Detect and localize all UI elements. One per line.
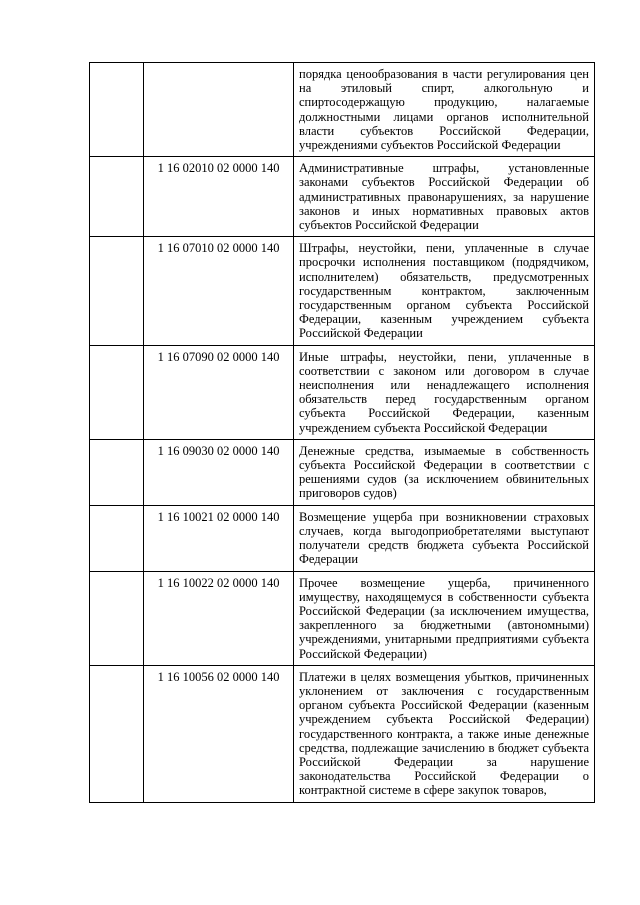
admin-code-cell (90, 157, 144, 237)
table-row (90, 439, 595, 505)
budget-code-cell: 1 16 02010 02 0000 140 (144, 157, 294, 237)
admin-code-cell (90, 345, 144, 439)
description-cell: порядка ценообразования в части регулирования цен на этиловый спирт, алкогольную и спиртосодержащую продукцию, налагаемые должностными лицами органов исполнительной власти субъектов Российской Федерации, учреждениями субъектов Российской Федерации (294, 63, 595, 157)
description-cell: Возмещение ущерба при возникновении страховых случаев, когда выгодоприобретателями выступают получатели средств бюджета субъекта Российской Федерации (294, 505, 595, 571)
description-cell: Прочее возмещение ущерба, причиненного имуществу, находящемуся в собственности субъекта Российской Федерации (за исключением имущества, закрепленного за бюджетными (автономными) учреждениями, унитарными предприятиями субъекта Российской Федерации) (294, 571, 595, 665)
budget-code-cell: 1 16 10022 02 0000 140 (144, 571, 294, 665)
budget-code-cell: 1 16 09030 02 0000 140 (144, 439, 294, 505)
admin-code-cell (90, 665, 144, 802)
table-row (90, 571, 595, 665)
table-row (90, 505, 595, 571)
description-cell: Платежи в целях возмещения убытков, причиненных уклонением от заключения с государственным органом субъекта Российской Федерации (казенным учреждением субъекта Российской Федерации) государственного контракта, а также иные денежные средства, подлежащие зачислению в бюджет субъекта Российской Федерации за нарушение законодательства Российской Федерации о контрактной системе в сфере закупок товаров, (294, 665, 595, 802)
budget-code-cell: 1 16 10021 02 0000 140 (144, 505, 294, 571)
admin-code-cell (90, 439, 144, 505)
budget-classification-table (89, 62, 595, 803)
description-cell: Иные штрафы, неустойки, пени, уплаченные в соответствии с законом или договором в случае неисполнения или ненадлежащего исполнения обязательств перед государственным органом субъекта Российской Федерации, казенным учреждением субъекта Российской Федерации (294, 345, 595, 439)
budget-code-cell: 1 16 10056 02 0000 140 (144, 665, 294, 802)
table-row (90, 157, 595, 237)
budget-code-cell: 1 16 07090 02 0000 140 (144, 345, 294, 439)
description-cell: Штрафы, неустойки, пени, уплаченные в случае просрочки исполнения поставщиком (подрядчиком, исполнителем) обязательств, предусмотренных государственным контрактом, заключенным государственным органом субъекта Российской Федерации, казенным учреждением субъекта Российской Федерации (294, 237, 595, 345)
admin-code-cell (90, 505, 144, 571)
admin-code-cell (90, 237, 144, 345)
description-cell: Денежные средства, изымаемые в собственность субъекта Российской Федерации в соответствии с решениями судов (за исключением обвинительных приговоров судов) (294, 439, 595, 505)
table-row (90, 63, 595, 157)
table-row (90, 345, 595, 439)
budget-code-cell (144, 63, 294, 157)
admin-code-cell (90, 571, 144, 665)
table-row (90, 237, 595, 345)
budget-code-cell: 1 16 07010 02 0000 140 (144, 237, 294, 345)
table-row (90, 665, 595, 802)
description-cell: Административные штрафы, установленные законами субъектов Российской Федерации об административных правонарушениях, за нарушение законов и иных нормативных правовых актов субъектов Российской Федерации (294, 157, 595, 237)
admin-code-cell (90, 63, 144, 157)
